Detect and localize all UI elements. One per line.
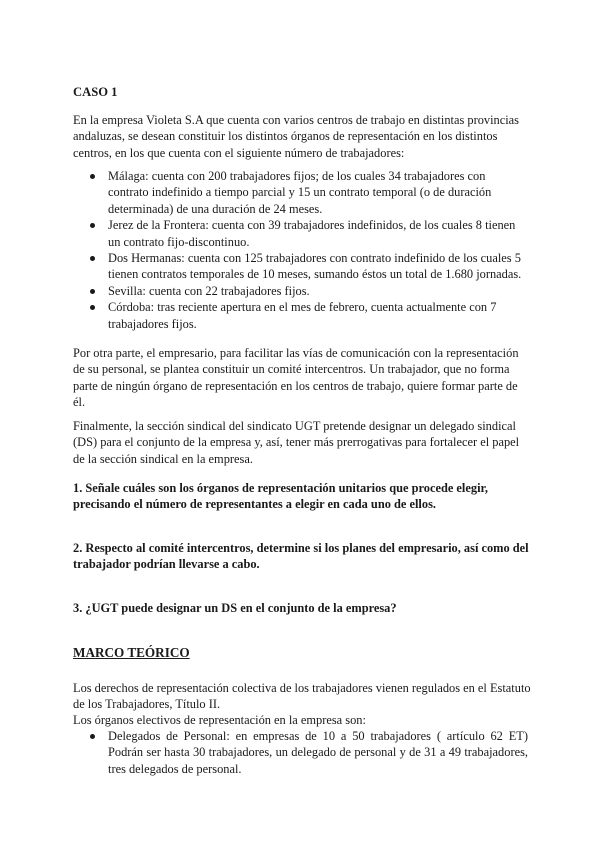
list-item: Dos Hermanas: cuenta con 125 trabajadores con contrato indefinido de los cuales 5 tienen contratos temporales de 10 meses, sumando éstos un total de 1.680 jornadas.: [73, 250, 528, 283]
paragraph-ugt: Finalmente, la sección sindical del sindicato UGT pretende designar un delegado sindical (DS) para el conjunto de la empresa y, así, tener más prerrogativas para fortalecer el papel de la sección sindical en la empresa.: [73, 419, 520, 466]
bullet-icon: [90, 305, 95, 310]
list-item: Córdoba: tras reciente apertura en el mes de febrero, cuenta actualmente con 7 trabajadores fijos.: [73, 299, 528, 332]
bullet-icon: [90, 174, 95, 179]
organos-list: [73, 728, 528, 777]
list-item: Delegados de Personal: en empresas de 10 a 50 trabajadores ( artículo 62 ET) Podrán ser hasta 30 trabajadores, un delegado de personal y de 31 a 49 trabajadores, tres delegados de personal.: [73, 728, 528, 777]
question-2: 2. Respecto al comité intercentros, determine si los planes del empresario, así como del trabajador podrían llevarse a cabo.: [73, 541, 529, 572]
list-item: Sevilla: cuenta con 22 trabajadores fijos.: [73, 283, 528, 299]
paragraph-comite: Por otra parte, el empresario, para facilitar las vías de comunicación con la representación de su personal, se plantea constituir un comité intercentros. Un trabajador, que no forma parte de ningún órgano de representación en los centros de trabajo, quiere formar parte de él.: [73, 346, 519, 410]
bullet-icon: [90, 289, 95, 294]
bullet-icon: [90, 256, 95, 261]
bullet-icon: [90, 734, 95, 739]
question-1: 1. Señale cuáles son los órganos de representación unitarios que procede elegir, precisando el número de representantes a elegir en cada uno de ellos.: [73, 481, 488, 512]
marco-paragraph-1: Los derechos de representación colectiva de los trabajadores vienen regulados en el Estatuto de los Trabajadores, Título II.: [73, 681, 531, 712]
question-3: 3. ¿UGT puede designar un DS en el conjunto de la empresa?: [73, 601, 397, 615]
list-item: Jerez de la Frontera: cuenta con 39 trabajadores indefinidos, de los cuales 8 tienen un contrato fijo-discontinuo.: [73, 217, 528, 250]
case-title: CASO 1: [73, 85, 118, 99]
centers-list: [73, 168, 528, 332]
section-heading: MARCO TEÓRICO: [73, 645, 190, 660]
intro-paragraph: En la empresa Violeta S.A que cuenta con varios centros de trabajo en distintas provincias andaluzas, se desean constituir los distintos órganos de representación en los distintos centros, en los que cuenta con el siguiente número de trabajadores:: [73, 113, 519, 160]
marco-paragraph-2: Los órganos electivos de representación en la empresa son:: [73, 713, 366, 727]
list-item: Málaga: cuenta con 200 trabajadores fijos; de los cuales 34 trabajadores con contrato indefinido a tiempo parcial y 15 un contrato temporal (o de duración determinada) de una duración de 24 meses.: [73, 168, 528, 217]
bullet-icon: [90, 223, 95, 228]
